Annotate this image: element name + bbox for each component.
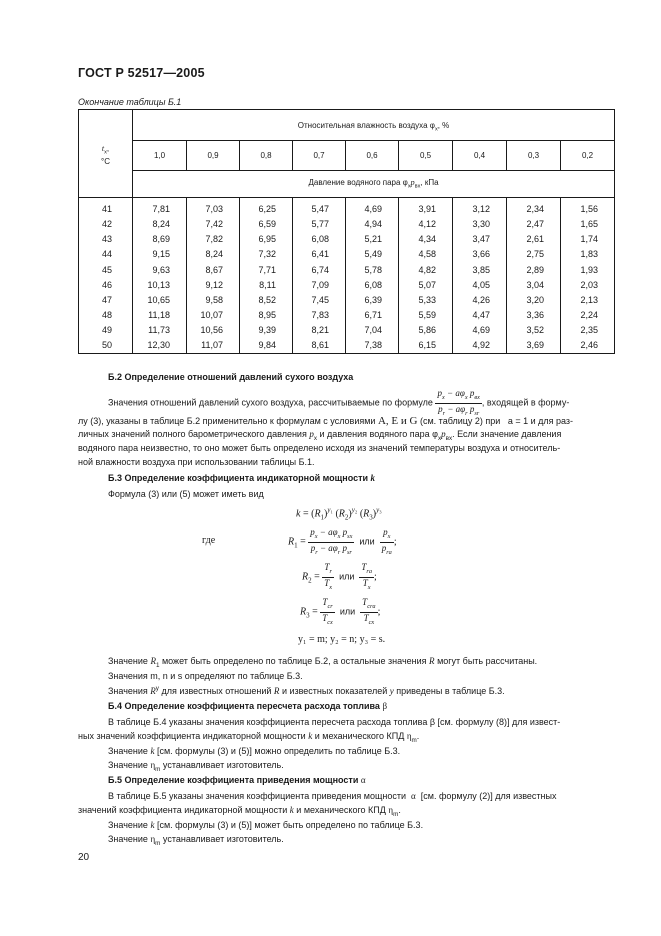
pressure-value-cell: 10,65 [133,292,187,307]
pressure-value-cell: 3,20 [507,292,561,307]
pressure-value-cell: 1,65 [561,217,615,232]
pressure-value-cell: 5,86 [399,323,453,338]
pressure-value-cell: 4,94 [346,217,399,232]
temperature-cell: 42 [79,217,133,232]
pressure-value-cell: 7,81 [133,198,187,217]
pressure-value-cell: 5,33 [399,292,453,307]
pressure-value-cell: 7,04 [346,323,399,338]
pressure-value-cell: 12,30 [133,338,187,353]
pressure-value-cell: 11,73 [133,323,187,338]
pressure-value-cell: 10,07 [187,308,240,323]
pressure-value-cell: 2,24 [561,308,615,323]
temperature-cell: 44 [79,247,133,262]
pressure-value-cell: 7,38 [346,338,399,353]
b3-line1: Значение $R_1$ может быть определено по таблице Б.2, а остальные значения R могут быть рассчитаны. [108,656,538,669]
pressure-value-cell: 2,35 [561,323,615,338]
pressure-value-cell: 4,92 [453,338,507,353]
pressure-value-cell: 2,46 [561,338,615,353]
pressure-value-cell: 11,18 [133,308,187,323]
pressure-value-cell: 9,58 [187,292,240,307]
pressure-value-cell: 9,63 [133,262,187,277]
pressure-value-cell: 4,82 [399,262,453,277]
pressure-value-cell: 2,03 [561,277,615,292]
pressure-value-cell: 5,59 [399,308,453,323]
pressure-value-cell: 5,21 [346,232,399,247]
pressure-value-cell: 9,39 [240,323,293,338]
b4-line1: В таблице Б.4 указаны значения коэффициента пересчета расхода топлива β [см. формулу (8)] для извест- [108,717,561,727]
b3-paragraph: Формула (3) или (5) может иметь вид [108,489,264,499]
formula-y: y₁ = m; y₂ = n; y₃ = s. [298,634,386,645]
corner-header-cell: $t_х$, °C [79,110,133,198]
pressure-value-cell: 7,83 [293,308,346,323]
formula-r3: $R_3$ = $\frac{T_{cr}}{T_{cx}}$ или $\frac{T_{cra}}{T_{cx}}$ ; [300,597,381,626]
pressure-value-cell: 1,93 [561,262,615,277]
pressure-value-cell: 5,78 [346,262,399,277]
pressure-value-cell: 2,75 [507,247,561,262]
pressure-value-cell: 1,56 [561,198,615,217]
pressure-value-cell: 2,13 [561,292,615,307]
pressure-value-cell: 8,24 [133,217,187,232]
pressure-value-cell: 3,91 [399,198,453,217]
pressure-value-cell: 9,84 [240,338,293,353]
pressure-value-cell: 7,09 [293,277,346,292]
temperature-cell: 45 [79,262,133,277]
humidity-header: Относительная влажность воздуха $\varphi_х$, % [133,110,615,141]
table-caption: Окончание таблицы Б.1 [78,97,182,107]
pressure-value-cell: 3,04 [507,277,561,292]
table-row [79,217,615,232]
pressure-value-cell: 4,69 [346,198,399,217]
pressure-value-cell: 4,12 [399,217,453,232]
table-row [79,262,615,277]
formula-k: $k = (R_1)^{y_1}$ $(R_2)^{y_2}$ $(R_3)^{y_3}$ [296,506,382,522]
b2-paragraph-line4: водяного пара неизвестно, то оно может быть определено исходя из значений температуры воздуха и относитель- [78,443,561,453]
section-b2-title: Б.2 Определение отношений давлений сухого воздуха [108,372,354,382]
formula-r2: $R_2$ = $\frac{T_r}{T_x}$ или $\frac{T_{ra}}{T_x}$ ; [302,562,377,591]
pressure-value-cell: 8,52 [240,292,293,307]
pressure-value-cell: 2,61 [507,232,561,247]
pressure-value-cell: 8,24 [187,247,240,262]
pressure-value-cell: 3,12 [453,198,507,217]
pressure-value-cell: 6,71 [346,308,399,323]
pressure-value-cell: 7,42 [187,217,240,232]
temperature-cell: 46 [79,277,133,292]
table-body [79,198,615,354]
pressure-value-cell: 7,32 [240,247,293,262]
pressure-value-cell: 5,47 [293,198,346,217]
pressure-value-cell: 7,82 [187,232,240,247]
pressure-value-cell: 5,77 [293,217,346,232]
pressure-value-cell: 3,47 [453,232,507,247]
pressure-header: Давление водяного пара $\varphi_хp_{вх}$, кПа [133,171,615,198]
pressure-value-cell: 6,74 [293,262,346,277]
pressure-value-cell: 8,21 [293,323,346,338]
pressure-value-cell: 4,47 [453,308,507,323]
pressure-value-cell: 9,12 [187,277,240,292]
pressure-value-cell: 4,58 [399,247,453,262]
pressure-value-cell: 7,03 [187,198,240,217]
pressure-value-cell: 1,83 [561,247,615,262]
b2-paragraph-line2: лу (3), указаны в таблице Б.2 применительно к формулам с условиями A, E и G (см. таблицу 2) при a = 1 и для раз- [78,415,574,427]
pressure-value-cell: 9,15 [133,247,187,262]
pressure-value-cell: 6,08 [293,232,346,247]
pressure-value-cell: 11,07 [187,338,240,353]
b4-line4: Значение $\eta_m$ устанавливает изготовитель. [108,760,284,773]
b2-ratio-formula: $\frac{p_x - a\varphi_x p_{вх}}{p_r - a\varphi_r p_{sr}}$ [437,388,480,417]
pressure-value-cell: 8,95 [240,308,293,323]
table-row [79,308,615,323]
section-b5-title: Б.5 Определение коэффициента приведения мощности α [108,775,366,785]
b5-line1: В таблице Б.5 указаны значения коэффициента приведения мощности α [см. формулу (2)] для известных [108,791,557,801]
b5-line3: Значение k [см. формулы (3) и (5)] может быть определено по таблице Б.3. [108,820,424,830]
pressure-value-cell: 4,05 [453,277,507,292]
pressure-value-cell: 4,34 [399,232,453,247]
pressure-value-cell: 1,74 [561,232,615,247]
table-row [79,338,615,353]
section-b4-title: Б.4 Определение коэффициента пересчета расхода топлива β [108,701,388,711]
pressure-value-cell: 3,85 [453,262,507,277]
pressure-value-cell: 2,47 [507,217,561,232]
b2-paragraph-line1: Значения отношений давлений сухого воздуха, рассчитываемые по формуле $\frac{p_x - a\varphi_x p_{вх}}{p_r - a\varphi_r p_{sr}}$ , входящей в форму- [108,388,570,417]
pressure-value-cell: 6,41 [293,247,346,262]
pressure-value-cell: 5,07 [399,277,453,292]
section-b3-title: Б.3 Определение коэффициента индикаторной мощности k [108,473,376,483]
pressure-value-cell: 7,45 [293,292,346,307]
temperature-cell: 48 [79,308,133,323]
page-number: 20 [78,852,90,863]
b3-line2: Значения m, n и s определяют по таблице Б.3. [108,671,303,681]
temperature-cell: 50 [79,338,133,353]
table-row [79,232,615,247]
pressure-value-cell: 3,52 [507,323,561,338]
table-row [79,198,615,217]
pressure-value-cell: 8,11 [240,277,293,292]
pressure-value-cell: 3,66 [453,247,507,262]
temperature-cell: 43 [79,232,133,247]
pressure-value-cell: 6,25 [240,198,293,217]
pressure-value-cell: 6,39 [346,292,399,307]
pressure-value-cell: 3,30 [453,217,507,232]
pressure-value-cell: 10,13 [133,277,187,292]
pressure-value-cell: 4,69 [453,323,507,338]
pressure-value-cell: 10,56 [187,323,240,338]
pressure-value-cell: 8,69 [133,232,187,247]
temperature-cell: 41 [79,198,133,217]
b4-line3: Значение k [см. формулы (3) и (5)] можно определить по таблице Б.3. [108,746,401,756]
pressure-value-cell: 6,95 [240,232,293,247]
pressure-value-cell: 6,15 [399,338,453,353]
b5-line2: значений коэффициента индикаторной мощности k и механического КПД $\eta_m$. [78,805,401,818]
temperature-cell: 47 [79,292,133,307]
table-row [79,292,615,307]
pressure-value-cell: 7,71 [240,262,293,277]
formula-r1: $R_1$ = $\frac{p_x - a\varphi_x p_{sx}}{p_r - a\varphi_r p_{sr}}$ или $\frac{p_x}{p_{ra}}$ ; [288,527,397,556]
vapor-pressure-table [78,109,615,354]
temperature-cell: 49 [79,323,133,338]
b2-paragraph-line5: ной влажности воздуха при использовании таблицы Б.1. [78,457,315,467]
b3-line3: Значения $R^y$ для известных отношений R и известных показателей y приведены в таблице Б.3. [108,685,505,696]
pressure-value-cell: 3,36 [507,308,561,323]
pressure-value-cell: 8,61 [293,338,346,353]
b4-line2: ных значений коэффициента индикаторной мощности k и механического КПД $\eta_m$. [78,731,420,744]
pressure-value-cell: 6,59 [240,217,293,232]
pressure-value-cell: 6,08 [346,277,399,292]
pressure-value-cell: 2,89 [507,262,561,277]
table-row [79,323,615,338]
pressure-value-cell: 2,34 [507,198,561,217]
table-row [79,247,615,262]
document-header: ГОСТ Р 52517—2005 [78,66,205,80]
where-label: где [202,535,216,546]
b2-paragraph-line3: личных значений полного барометрического давления $p_x$ и давления водяного пара $\varphi_xp_{вх}$. Если значение давления [78,429,562,442]
pressure-value-cell: 5,49 [346,247,399,262]
b5-line4: Значение $\eta_m$ устанавливает изготовитель. [108,834,284,847]
pressure-value-cell: 4,26 [453,292,507,307]
pressure-value-cell: 8,67 [187,262,240,277]
humidity-values-row: 1,0 0,9 0,8 0,7 0,6 0,5 0,4 0,3 0,2 [79,141,615,171]
table-row [79,277,615,292]
pressure-value-cell: 3,69 [507,338,561,353]
